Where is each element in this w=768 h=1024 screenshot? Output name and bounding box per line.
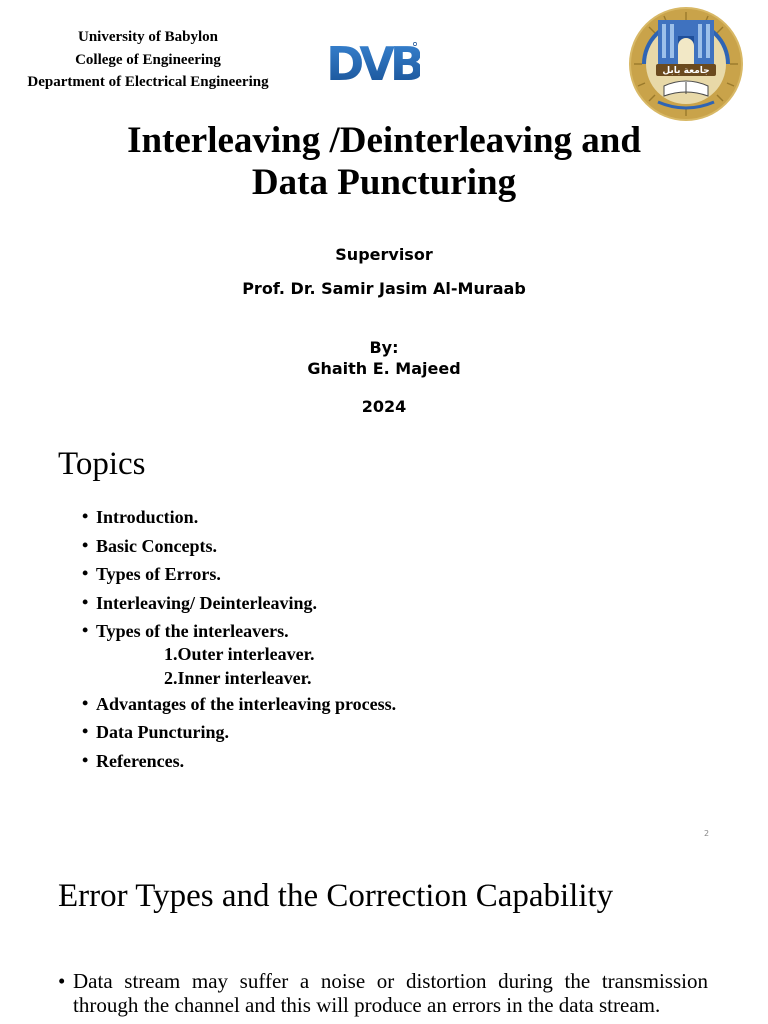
supervisor-label: Supervisor: [335, 245, 433, 264]
topic-item: • Advantages of the interleaving process.: [82, 690, 396, 719]
title-line-2: Data Puncturing: [251, 162, 517, 203]
title-line-1: Interleaving /Deinterleaving and: [127, 120, 641, 161]
topics-heading: Topics: [58, 446, 146, 482]
topic-item: • Introduction.: [82, 503, 396, 532]
topic-item: • Data Puncturing.: [82, 718, 396, 747]
topic-item: • References.: [82, 747, 396, 776]
dvb-logo: [326, 38, 420, 86]
seal-text: جامعة بابل: [662, 66, 710, 76]
supervisor-name: Prof. Dr. Samir Jasim Al-Muraab: [242, 279, 526, 298]
topic-item: • Types of Errors.: [82, 560, 396, 589]
page-number: 2: [704, 829, 710, 838]
topic-subitem: 2.Inner interleaver.: [164, 667, 312, 688]
dvb-logo-text: DVB: [326, 38, 420, 86]
institution-header: [14, 26, 282, 94]
college-name: College of Engineering: [75, 51, 221, 68]
author-name: Ghaith E. Majeed: [307, 359, 461, 378]
department-name: Department of Electrical Engineering: [27, 74, 269, 90]
section-bullet: [58, 969, 708, 1017]
topic-item-interleaver-types: [82, 617, 396, 690]
bullet-dot: •: [58, 969, 66, 993]
topic-item: • Basic Concepts.: [82, 532, 396, 561]
topic-sublist: [96, 642, 396, 690]
by-label: By:: [369, 338, 399, 357]
university-name: University of Babylon: [77, 29, 218, 45]
topic-item: • Interleaving/ Deinterleaving.: [82, 589, 396, 618]
topic-item-label: Types of the interleavers.: [96, 621, 289, 641]
year: 2024: [361, 397, 407, 416]
topics-list: [82, 503, 396, 775]
topic-subitem: 1.Outer interleaver.: [164, 643, 315, 664]
bullet-text: Data stream may suffer a noise or distortion during the transmission through the channel and this will produce an errors in the data stream.: [73, 969, 708, 1017]
section-heading: Error Types and the Correction Capability: [58, 878, 614, 914]
presentation-title: [40, 120, 728, 204]
university-seal: [628, 6, 744, 122]
